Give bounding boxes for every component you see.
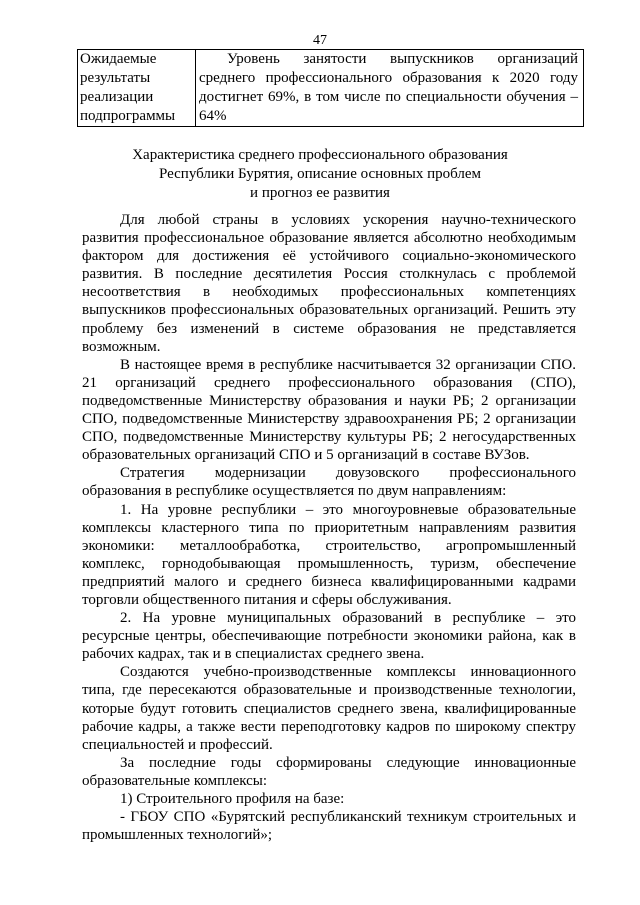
label-line: реализации <box>80 89 154 105</box>
paragraph: 1. На уровне республики – это многоуровневые образовательные комплексы кластерного типа по приоритетным направлениям развития экономики: металлообработка, строительство, агропромышленный комплекс, горнодобывающая промышленность, туризм, обеспечение предприятий малого и среднего бизнеса квалифицированными кадрами торговли общественного питания и сферы обслуживания. <box>82 501 576 608</box>
heading-line: Республики Бурятия, описание основных проблем <box>158 166 482 182</box>
paragraph: Стратегия модернизации довузовского профессионального образования в республике осуществляется по двум направлениям: <box>82 465 576 500</box>
heading-line: Характеристика среднего профессионального образования <box>132 147 508 163</box>
heading-line: и прогноз ее развития <box>250 185 390 201</box>
summary-table <box>77 49 584 127</box>
paragraph: Для любой страны в условиях ускорения научно-технического развития профессиональное образование является абсолютно необходимым фактором для достижения её устойчивого социально-экономического развития. В последние десятилетия Россия столкнулась с проблемой несоответствия в необходимых профессиональных компетенциях выпускников профессиональных образовательных организаций. Решить эту проблему без изменений в системе образования не представляется возможным. <box>82 212 576 355</box>
label-line: подпрограммы <box>80 108 176 124</box>
label-line: Ожидаемые <box>80 51 157 67</box>
paragraph: Создаются учебно-производственные комплексы инновационного типа, где пересекаются образовательные и производственные технологии, которые будут готовить специалистов среднего звена, квалифицированные рабочие кадры, а также вести переподготовку кадров по широкому спектру специальностей и профессий. <box>82 664 576 753</box>
paragraph: За последние годы сформированы следующие инновационные образовательные комплексы: <box>82 754 576 789</box>
page-number: 47 <box>313 33 327 48</box>
paragraph: - ГБОУ СПО «Бурятский республиканский техникум строительных и промышленных технологий»; <box>82 809 576 844</box>
table-label-cell <box>78 50 196 127</box>
paragraph: 2. На уровне муниципальных образований в республике – это ресурсные центры, обеспечивающие потребности экономики района, как в рабочих кадрах, так и в специалистах среднего звена. <box>82 610 576 663</box>
section-heading <box>90 146 550 203</box>
label-line: результаты <box>80 70 151 86</box>
paragraph: В настоящее время в республике насчитывается 32 организации СПО. 21 организаций среднего профессионального образования (СПО), подведомственные Министерству образования и науки РБ; 2 организации СПО, подведомственные Министерству здравоохранения РБ; 2 организации СПО, подведомственные Министерству культуры РБ; 2 негосударственных образовательных организаций СПО и 5 организаций в составе ВУЗов. <box>82 356 576 464</box>
paragraph: 1) Строительного профиля на базе: <box>120 791 345 807</box>
body-text <box>82 211 576 844</box>
table-value-cell: Уровень занятости выпускников организаций среднего профессионального образования к 2020 году достигнет 69%, в том числе по специальности обучения – 64% <box>196 50 584 127</box>
table-row <box>78 50 584 127</box>
